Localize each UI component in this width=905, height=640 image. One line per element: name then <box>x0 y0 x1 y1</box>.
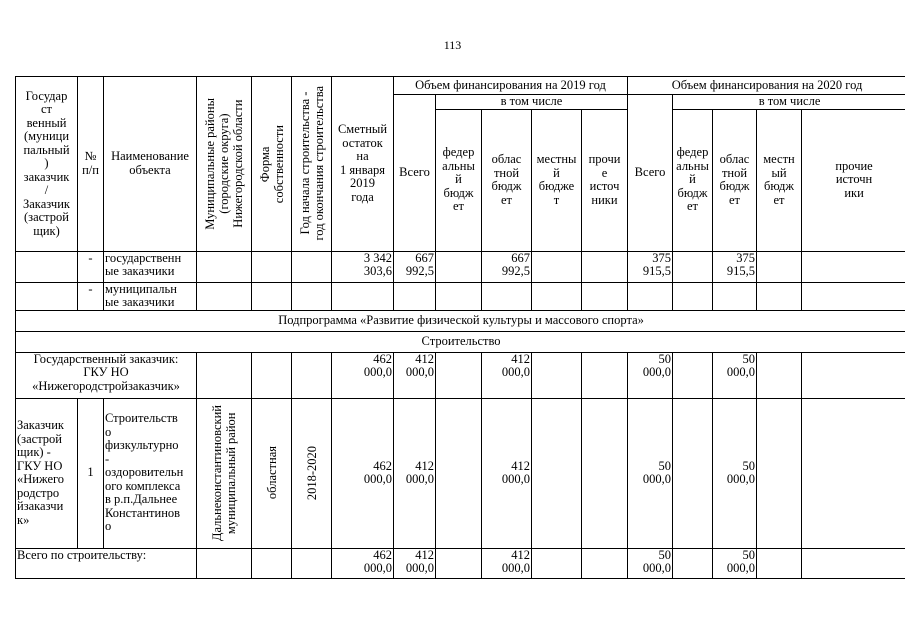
row-dash: - <box>78 282 104 310</box>
header-years: Год начала строительства - год окончания строительства <box>297 86 326 241</box>
header-fin-2020: Объем финансирования на 2020 год <box>628 77 905 95</box>
row-name: муниципальн ые заказчики <box>104 282 197 310</box>
project-ownership: областная <box>264 446 279 500</box>
project-estimate: 462 000,0 <box>332 398 394 548</box>
header-incl-2019: в том числе <box>436 95 628 110</box>
project-regional-2020: 50 000,0 <box>713 398 757 548</box>
total-total-2020: 50 000,0 <box>628 548 673 578</box>
header-total-2020: Всего <box>628 95 673 252</box>
table-row <box>16 352 905 398</box>
table-row <box>16 548 905 578</box>
project-years: 2018-2020 <box>304 445 319 501</box>
row-dash: - <box>78 251 104 282</box>
financing-table <box>15 76 905 579</box>
row-total-2020: 375 915,5 <box>628 251 673 282</box>
total-regional-2020: 50 000,0 <box>713 548 757 578</box>
project-district: Дальнеконстантиновский муниципальный район <box>210 404 238 542</box>
section-title: Строительство <box>16 331 905 352</box>
header-district-cell <box>197 77 252 252</box>
total-label: Всего по строительству: <box>16 548 197 578</box>
header-incl-2020: в том числе <box>673 95 905 110</box>
project-customer: Заказчик (застрой щик) - ГКУ НО «Нижего родстро йзаказчи к» <box>16 398 78 548</box>
project-district-cell <box>197 398 252 548</box>
state-total-2020: 50 000,0 <box>628 352 673 398</box>
state-regional-2020: 50 000,0 <box>713 352 757 398</box>
state-total-2019: 412 000,0 <box>394 352 436 398</box>
state-regional-2019: 412 000,0 <box>482 352 532 398</box>
header-ownership-cell <box>252 77 292 252</box>
header-fin-2019: Объем финансирования на 2019 год <box>394 77 628 95</box>
row-total-2019: 667 992,5 <box>394 251 436 282</box>
header-federal-2019: федер альны й бюдж ет <box>436 109 482 251</box>
header-local-2020: местн ый бюдж ет <box>757 109 802 251</box>
project-total-2020: 50 000,0 <box>628 398 673 548</box>
project-ownership-cell <box>252 398 292 548</box>
project-regional-2019: 412 000,0 <box>482 398 532 548</box>
project-total-2019: 412 000,0 <box>394 398 436 548</box>
header-estimate: Сметный остаток на 1 января 2019 года <box>332 77 394 252</box>
row-name: государственн ые заказчики <box>104 251 197 282</box>
state-estimate: 462 000,0 <box>332 352 394 398</box>
header-regional-2020: облас тной бюдж ет <box>713 109 757 251</box>
header-other-2019: прочи е источ ники <box>582 109 628 251</box>
state-customer-label: Государственный заказчик: ГКУ НО «Нижегородстройзаказчик» <box>16 352 197 398</box>
row-regional-2019: 667 992,5 <box>482 251 532 282</box>
page-number: 113 <box>443 38 462 52</box>
total-estimate: 462 000,0 <box>332 548 394 578</box>
table-row <box>16 398 905 548</box>
header-local-2019: местны й бюдже т <box>532 109 582 251</box>
table-row <box>16 282 905 310</box>
header-total-2019: Всего <box>394 95 436 252</box>
header-other-2020: прочие источн ики <box>802 109 905 251</box>
total-total-2019: 412 000,0 <box>394 548 436 578</box>
header-regional-2019: облас тной бюдж ет <box>482 109 532 251</box>
subprogram-title: Подпрограмма «Развитие физической культуры и массового спорта» <box>16 310 905 331</box>
header-district: Муниципальные районы (городские округа) Нижегородской области <box>203 97 245 230</box>
project-num: 1 <box>78 398 104 548</box>
row-estimate: 3 342 303,6 <box>332 251 394 282</box>
total-regional-2019: 412 000,0 <box>482 548 532 578</box>
header-federal-2020: федер альны й бюдж ет <box>673 109 713 251</box>
table-row <box>16 251 905 282</box>
project-years-cell <box>292 398 332 548</box>
header-ownership: Форма собственности <box>257 124 286 203</box>
header-name: Наименование объекта <box>104 77 197 252</box>
row-regional-2020: 375 915,5 <box>713 251 757 282</box>
header-years-cell <box>292 77 332 252</box>
header-customer: Государ ст венный (муници пальный ) заказчик / Заказчик (застрой щик) <box>16 77 78 252</box>
header-num: № п/п <box>78 77 104 252</box>
project-name: Строительств о физкультурно - оздоровительн ого комплекса в р.п.Дальнее Константинов о <box>104 398 197 548</box>
